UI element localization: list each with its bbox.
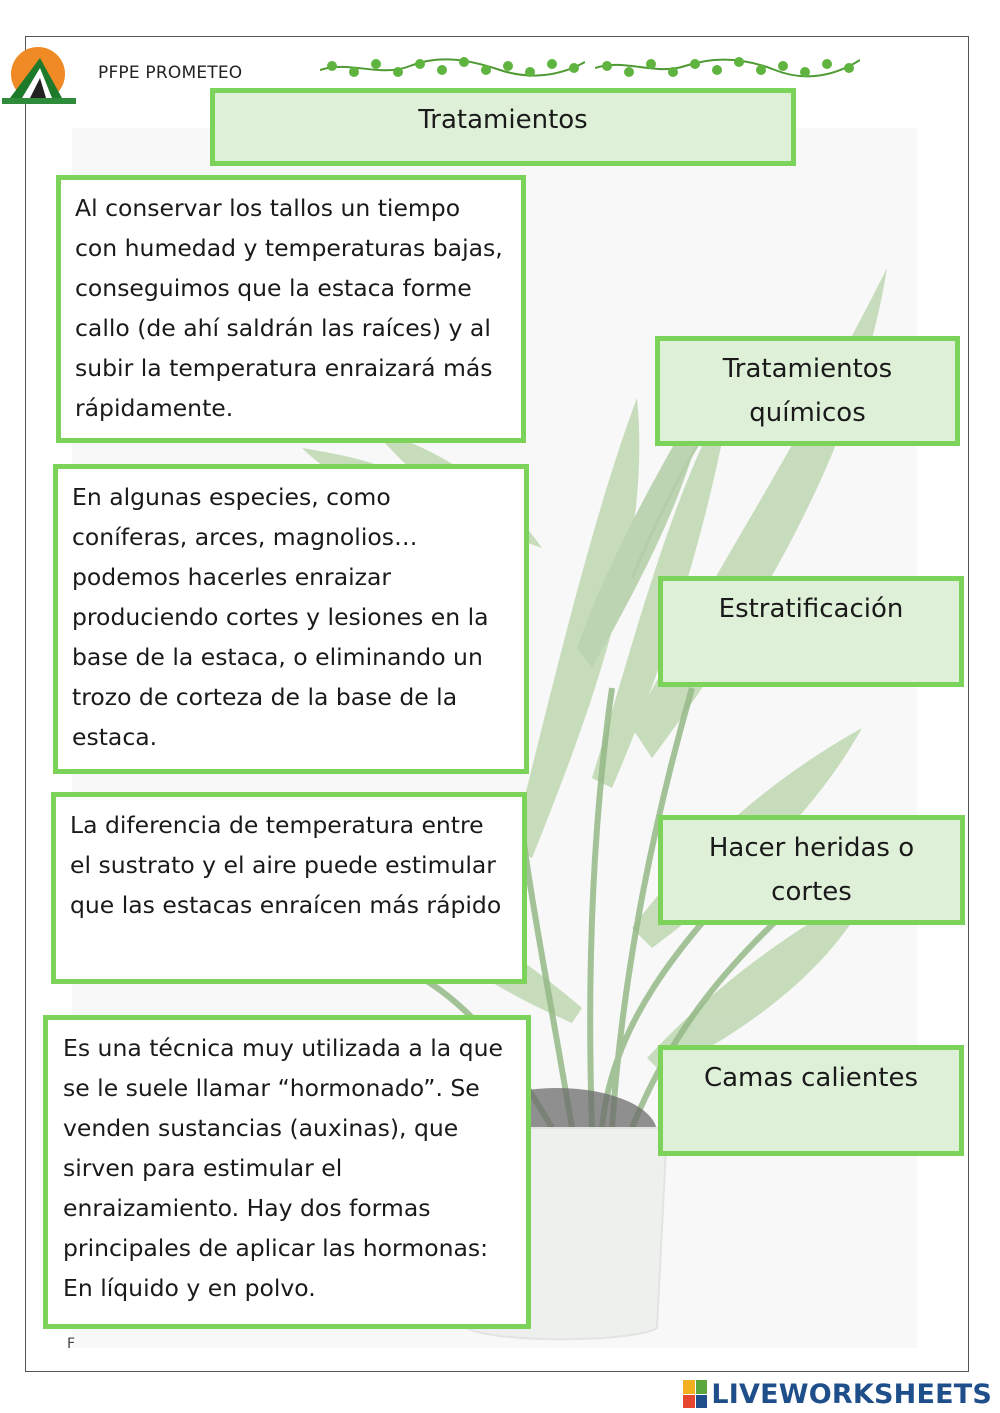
description-box-4: Es una técnica muy utilizada a la que se le suele llamar “hormonado”. Se venden sustancias (auxinas), que sirven para estimular el enraizamiento. Hay dos formas principales de aplicar las hormonas: En líquido y en polvo. bbox=[43, 1015, 531, 1329]
description-box-3: La diferencia de temperatura entre el sustrato y el aire puede estimular que las estacas enraícen más rápido bbox=[51, 792, 527, 984]
brand-watermark bbox=[683, 1378, 992, 1410]
brand-logo-icon bbox=[683, 1380, 707, 1408]
page-title: Tratamientos bbox=[210, 88, 796, 166]
description-box-1: Al conservar los tallos un tiempo con humedad y temperaturas bajas, conseguimos que la estaca forme callo (de ahí saldrán las raíces) y al subir la temperatura enraizará más rápidamente. bbox=[56, 175, 526, 443]
description-box-2: En algunas especies, como coníferas, arces, magnolios… podemos hacerles enraizar produciendo cortes y lesiones en la base de la estaca, o eliminando un trozo de corteza de la base de la estaca. bbox=[53, 464, 529, 774]
label-drop-box-1[interactable]: Tratamientos químicos bbox=[655, 336, 960, 446]
brand-name: LIVEWORKSHEETS bbox=[711, 1378, 992, 1410]
school-logo bbox=[0, 38, 80, 118]
vine-decoration bbox=[595, 52, 860, 82]
label-drop-box-4[interactable]: Camas calientes bbox=[658, 1045, 964, 1156]
footer-mark: F bbox=[67, 1336, 76, 1352]
school-name: PFPE PROMETEO bbox=[98, 63, 243, 83]
label-drop-box-2[interactable]: Estratificación bbox=[658, 576, 964, 687]
label-drop-box-3[interactable]: Hacer heridas o cortes bbox=[658, 815, 965, 925]
vine-decoration bbox=[320, 52, 585, 82]
